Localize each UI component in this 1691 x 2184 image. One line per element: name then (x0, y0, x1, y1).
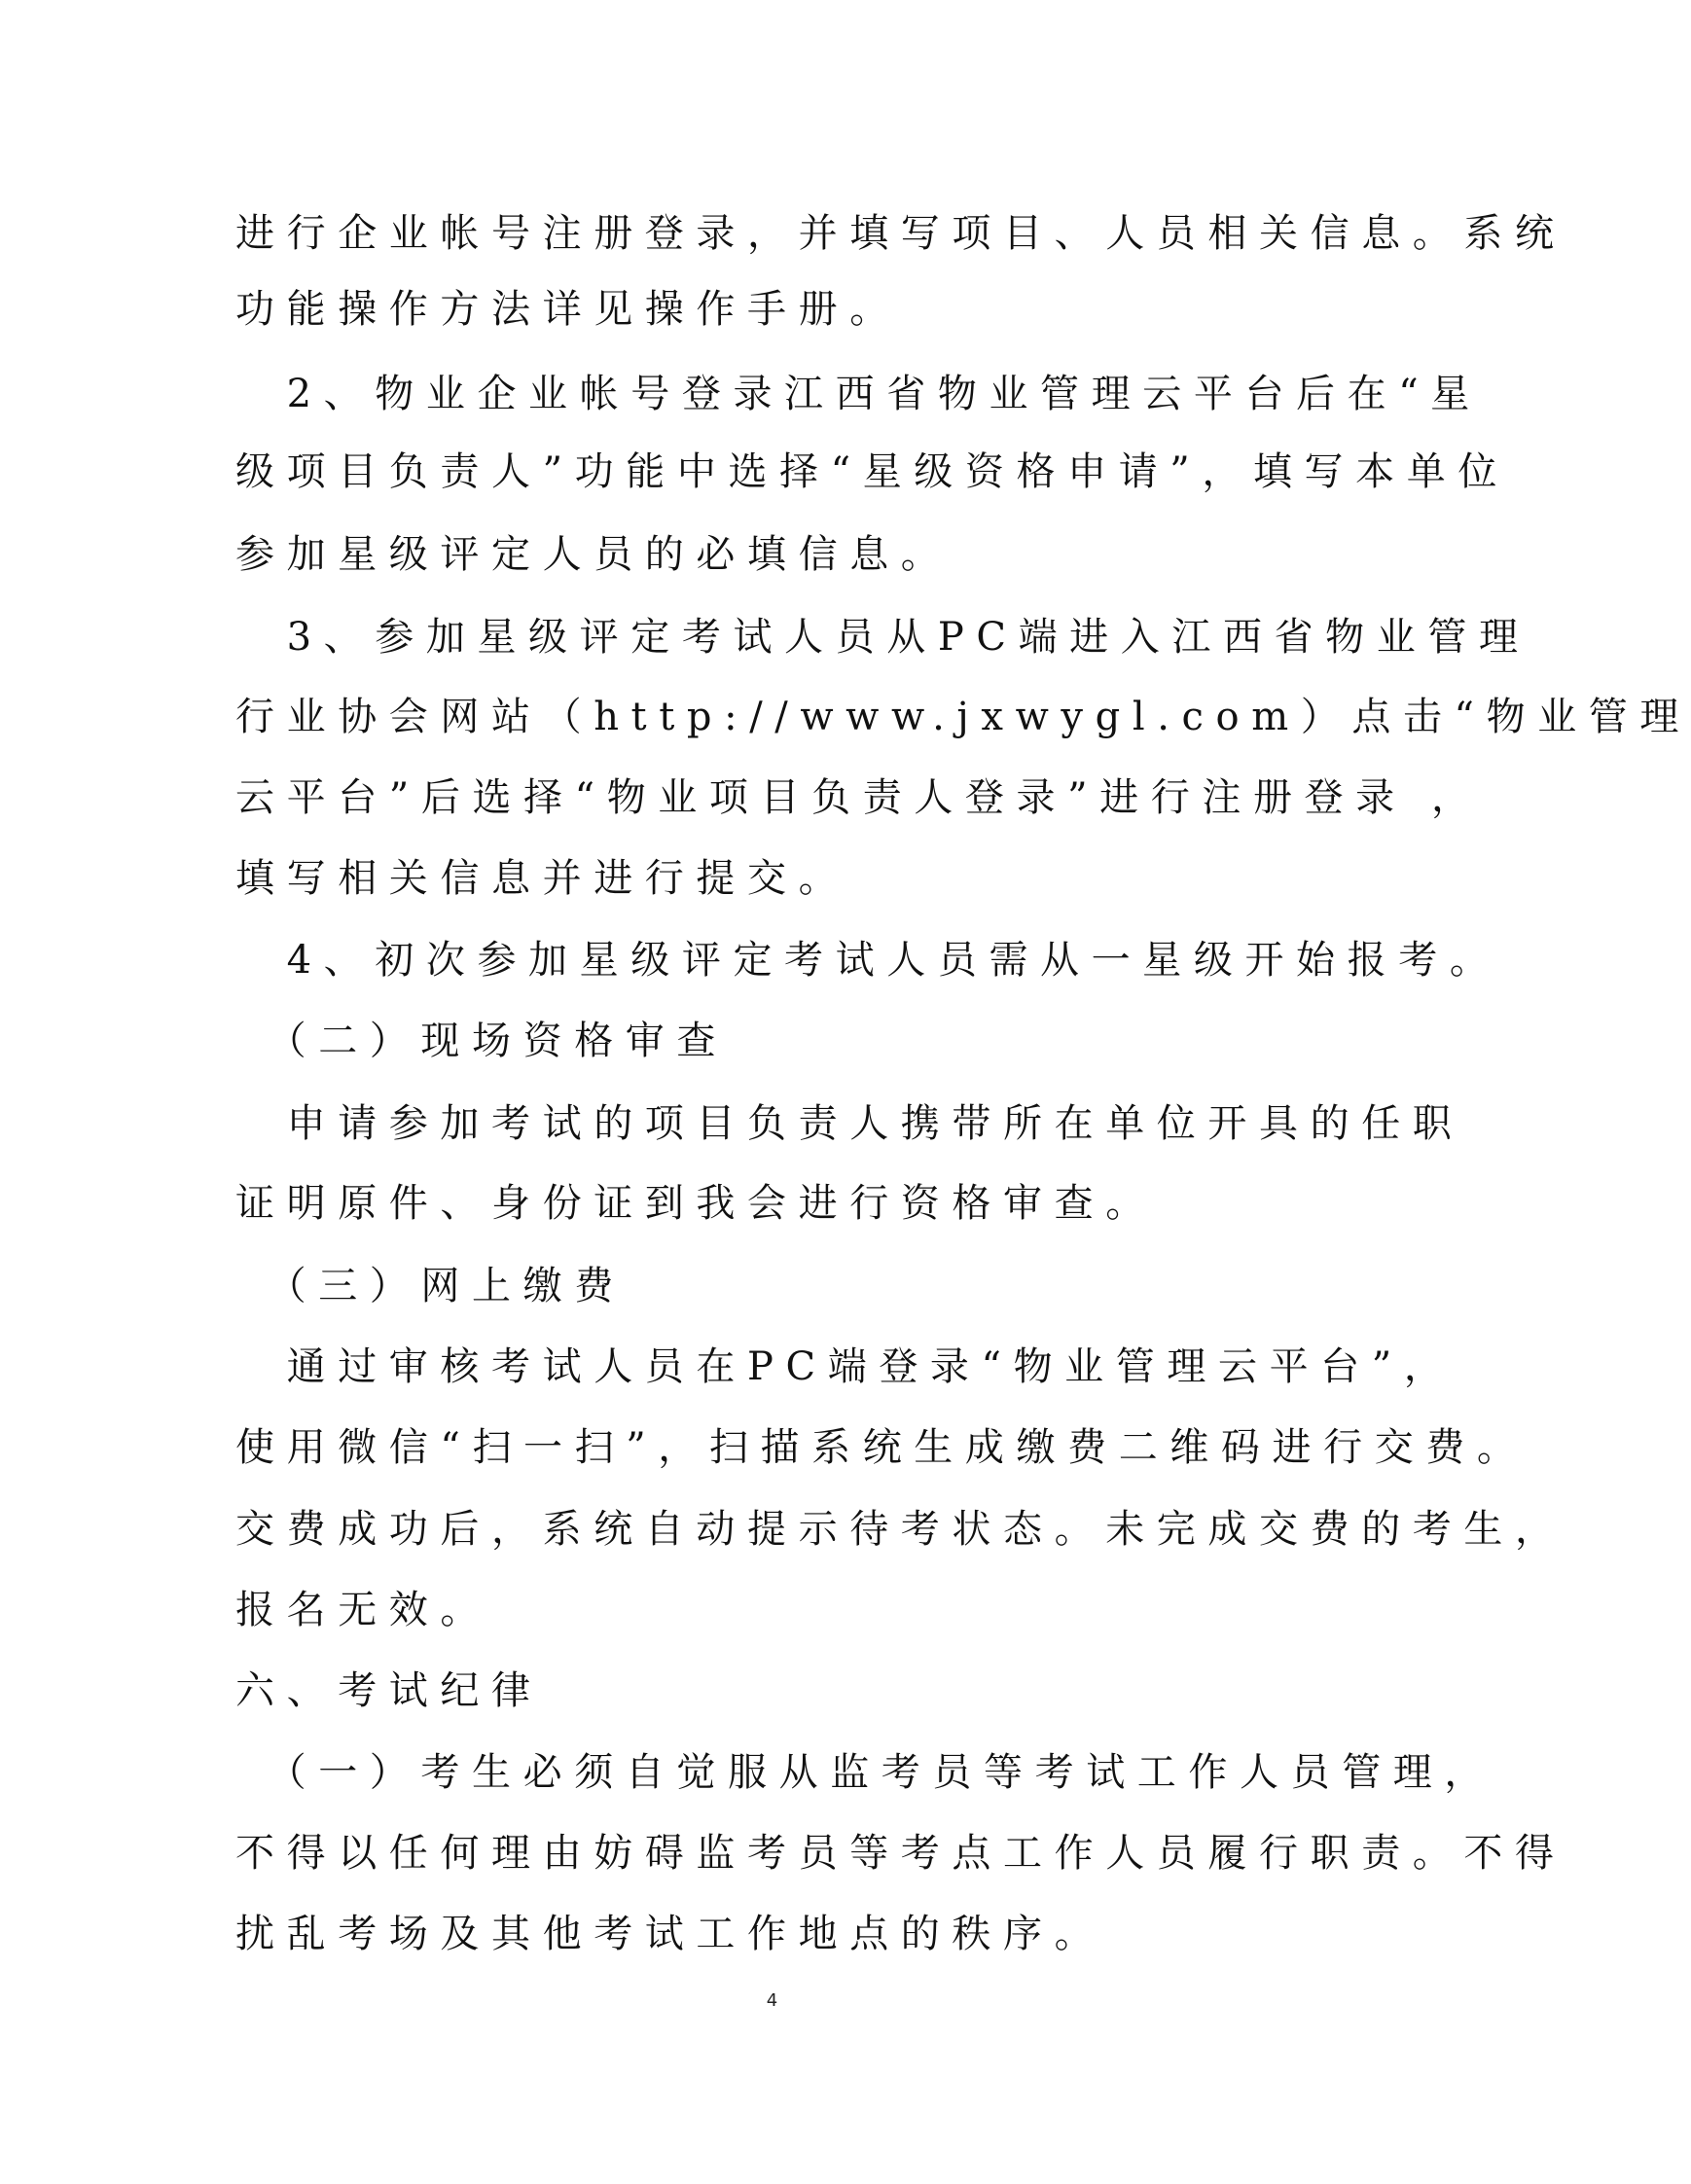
text-line: 通过审核考试人员在PC端登录“物业管理云平台”， (235, 1344, 1456, 1389)
text-line: 4、初次参加星级评定考试人员需从一星级开始报考。 (235, 938, 1501, 983)
text-line: 功能操作方法详见操作手册。 (235, 287, 901, 332)
text-line: 证明原件、身份证到我会进行资格审查。 (235, 1181, 1157, 1226)
text-line: 填写相关信息并进行提交。 (235, 856, 850, 901)
text-line: 云平台”后选择“物业项目负责人登录”进行注册登录 ， (235, 775, 1483, 820)
text-line: 参加星级评定人员的必填信息。 (235, 532, 953, 577)
text-line: 申请参加考试的项目负责人携带所在单位开具的任职 (235, 1101, 1464, 1146)
text-line: 2、物业企业帐号登录江西省物业管理云平台后在“星 (235, 372, 1482, 416)
text-line: （一）考生必须自觉服从监考员等考试工作人员管理， (235, 1750, 1495, 1795)
text-line: 行业协会网站（http://www.jxwygl.com）点击“物业管理 (235, 695, 1691, 739)
text-line: 3、参加星级评定考试人员从PC端进入江西省物业管理 (235, 615, 1530, 660)
text-line: 报名无效。 (235, 1588, 491, 1632)
text-line: 交费成功后，系统自动提示待考状态。未完成交费的考生， (235, 1507, 1566, 1552)
page-number: 4 (766, 1990, 778, 2011)
text-line: 扰乱考场及其他考试工作地点的秩序。 (235, 1912, 1106, 1956)
section-heading: （三）网上缴费 (235, 1264, 626, 1308)
section-heading: （二）现场资格审查 (235, 1019, 728, 1063)
text-line: 不得以任何理由妨碍监考员等考点工作人员履行职责。不得 (235, 1831, 1566, 1876)
section-heading: 六、考试纪律 (235, 1668, 543, 1713)
text-line: 使用微信“扫一扫”，扫描系统生成缴费二维码进行交费。 (235, 1425, 1529, 1470)
text-line: 进行企业帐号注册登录，并填写项目、人员相关信息。系统 (235, 211, 1566, 256)
text-line: 级项目负责人”功能中选择“星级资格申请”，填写本单位 (235, 449, 1509, 494)
